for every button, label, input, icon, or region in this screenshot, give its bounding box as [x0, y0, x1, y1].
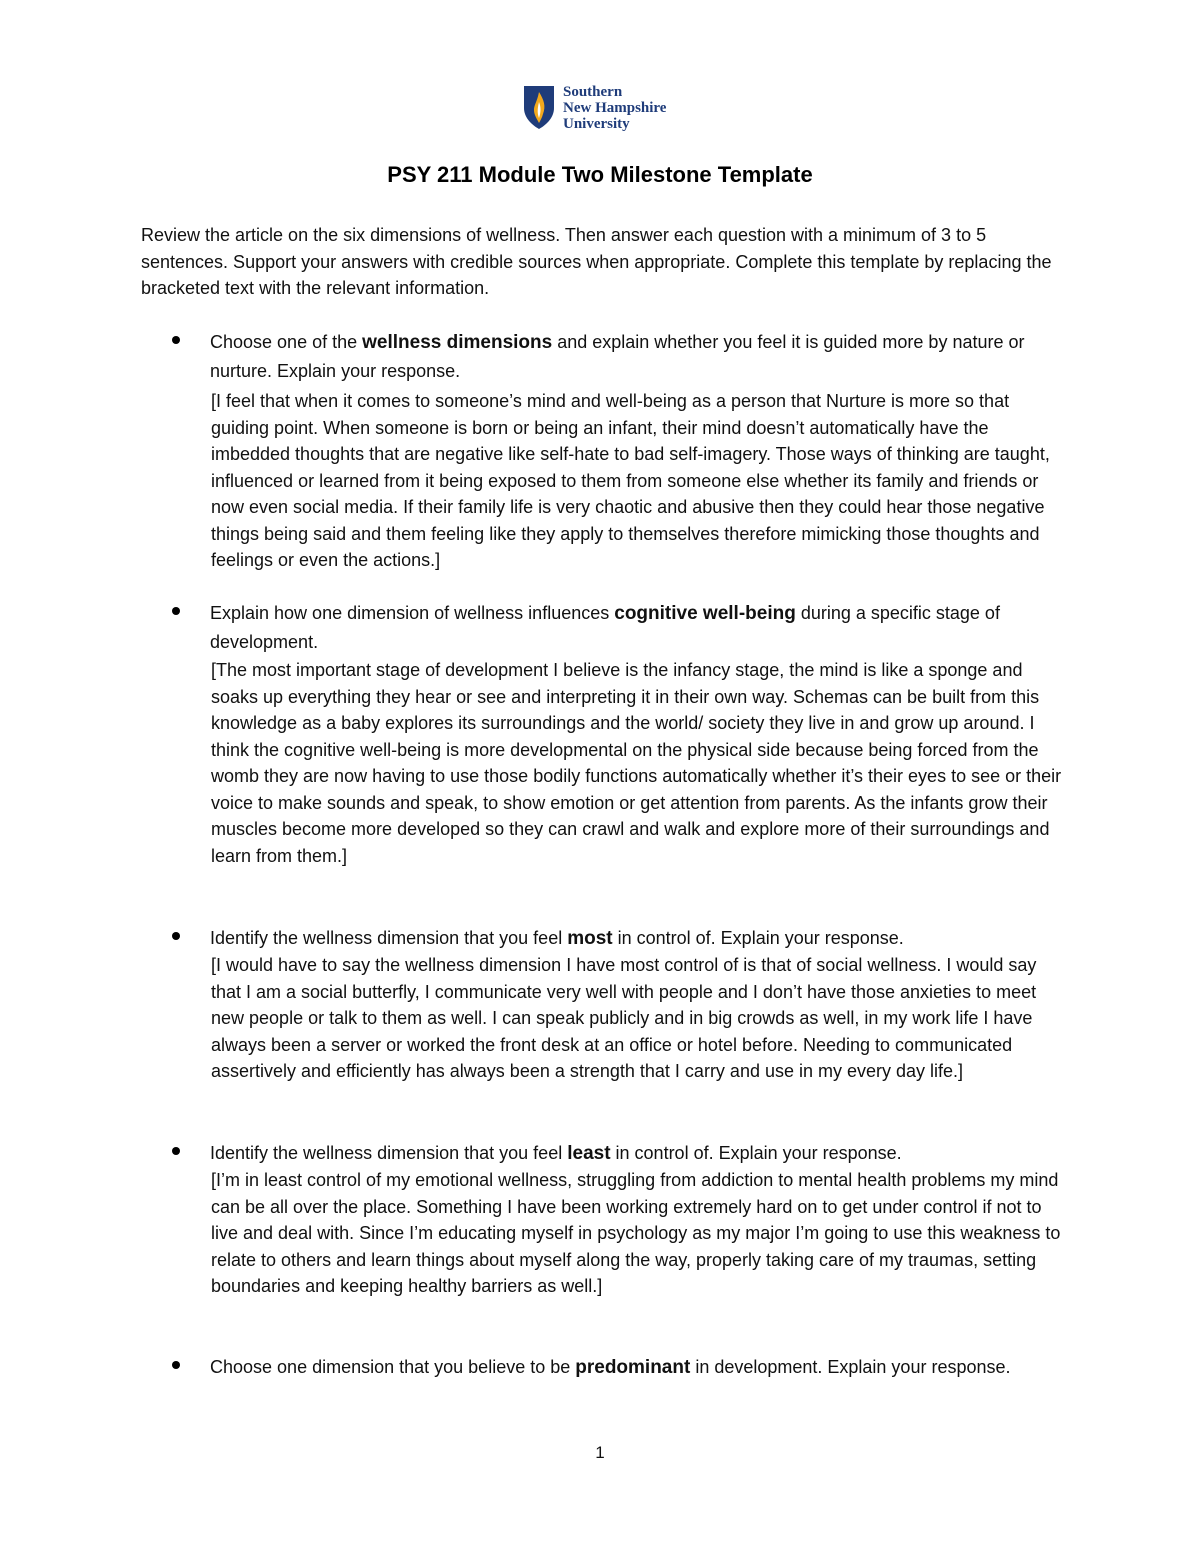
answer-paragraph: [The most important stage of development I believe is the infancy stage, the mind is like a sponge and soaks up everything they hear or see and interpreting it in their own way. Schemas can be built from this knowledge as a baby explores its surroundings and the world/ society they live in and grow up around. I think the cognitive well-being is more developmental on the physical side because being forced from the womb they are now having to use those bodily functions automatically whether it’s their eyes to see or their voice to make sounds and speak, to show emotion or get attention from parents. As the infants grow their muscles become more developed so they can crawl and walk and explore more of their surroundings and learn from them.]: [211, 660, 1062, 866]
bullet-icon: [172, 607, 180, 615]
university-logo: [522, 84, 666, 132]
question-emphasis: cognitive well-being: [614, 603, 796, 624]
question-emphasis: most: [567, 928, 613, 949]
question-text: Identify the wellness dimension that you feel: [210, 928, 568, 948]
answer-paragraph: [I feel that when it comes to someone’s mind and well-being as a person that Nurture is more so that guiding point. When someone is born or being an infant, their mind doesn’t automatically have the imbedded thoughts that are negative like self-hate to bad self-imagery. Those ways of thinking are taught, influenced or learned from it being exposed to them from someone else whether its family and friends or now even social media. If their family life is very chaotic and abusive then they could hear those negative things being said and them feeling like they apply to themselves therefore mimicking those thoughts and feelings or even the actions.]: [211, 391, 1050, 570]
question-prompt: [210, 1353, 1070, 1382]
bullet-icon: [172, 932, 180, 940]
question-text: and explain whether you feel it is guided more by nature or nurture. Explain your response.: [210, 332, 1025, 381]
question-emphasis: wellness dimensions: [362, 332, 553, 353]
answer-paragraph: [I would have to say the wellness dimension I have most control of is that of social wellness. I would say that I am a social butterfly, I communicate very well with people and I don’t have those anxieties to meet new people or talk to them as well. I can speak publicly and in big crowds as well, in my work life I have always been a server or worked the front desk at an office or hotel before. Needing to communicated assertively and efficiently has always been a strength that I carry and use in my every day life.]: [211, 955, 1037, 1081]
question-prompt: [210, 328, 1070, 386]
bullet-icon: [172, 1361, 180, 1369]
question-text: Identify the wellness dimension that you feel: [210, 1143, 568, 1163]
page-number: 1: [595, 1443, 605, 1462]
question-emphasis: predominant: [575, 1357, 691, 1378]
question-text: in control of. Explain your response.: [612, 928, 904, 948]
answer-paragraph: [I’m in least control of my emotional wellness, struggling from addiction to mental health problems my mind can be all over the place. Something I have been working extremely hard on to get under control if not to live and deal with. Since I’m educating myself in psychology as my major I’m going to use this weakness to relate to others and learn things about myself along the way, properly taking care of my traumas, setting boundaries and keeping healthy barriers as well.]: [211, 1170, 1061, 1296]
question-text: Choose one of the: [210, 332, 363, 352]
logo-line-2: New Hampshire: [563, 100, 667, 116]
instructions-paragraph: Review the article on the six dimensions of wellness. Then answer each question with a minimum of 3 to 5 sentences. Support your answers with credible sources when appropriate. Complete this template by replacing the bracketed text with the relevant information.: [141, 225, 1052, 298]
question-emphasis: least: [567, 1143, 611, 1164]
logo-line-1: Southern: [563, 84, 623, 100]
logo-line-3: University: [563, 116, 630, 132]
logo-wordmark: [563, 84, 666, 132]
bullet-icon: [172, 1147, 180, 1155]
document-title: PSY 211 Module Two Milestone Template: [387, 162, 813, 187]
question-prompt: [210, 1139, 1070, 1168]
shield-flame-icon: [522, 84, 556, 130]
bullet-icon: [172, 336, 180, 344]
question-text: in control of. Explain your response.: [610, 1143, 902, 1163]
question-text: Choose one dimension that you believe to be: [210, 1357, 576, 1377]
question-text: during a specific stage of development.: [210, 603, 1000, 652]
question-text: in development. Explain your response.: [690, 1357, 1011, 1377]
question-text: Explain how one dimension of wellness influences: [210, 603, 615, 623]
question-prompt: [210, 924, 1070, 953]
question-prompt: [210, 599, 1070, 657]
